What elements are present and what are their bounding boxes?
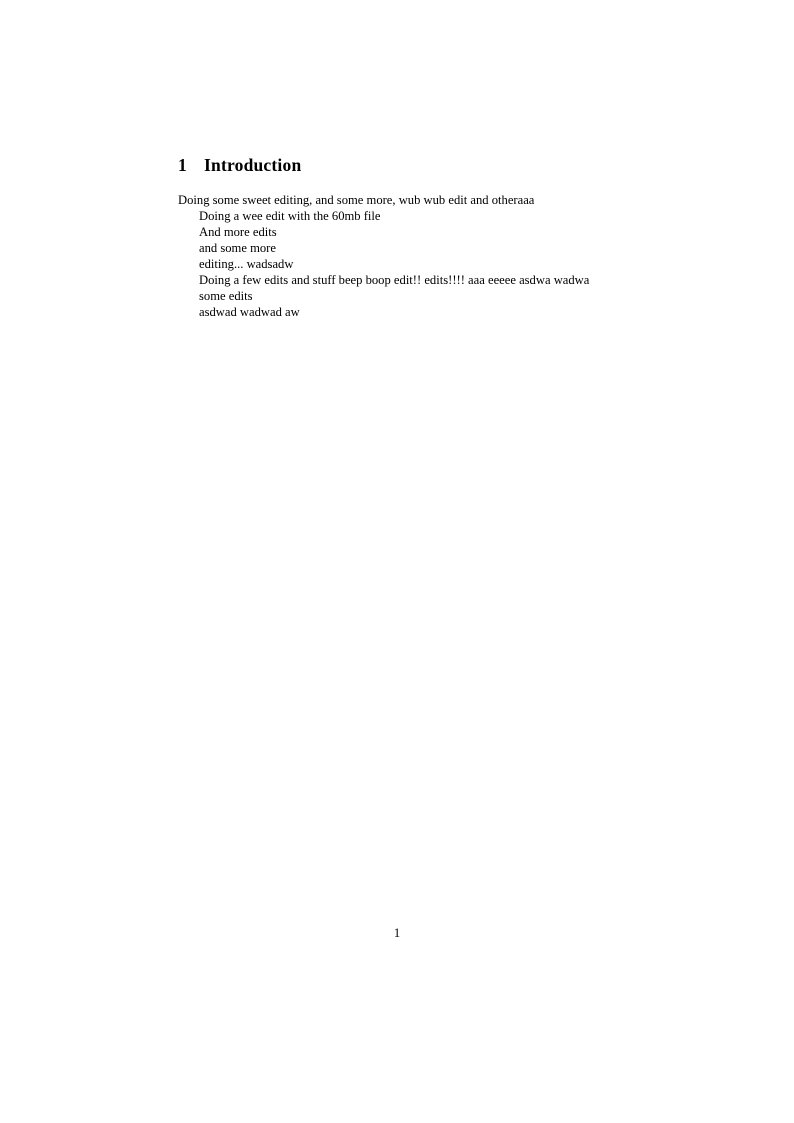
body-line: Doing a few edits and stuff beep boop edit!! edits!!!! aaa eeeee asdwa wadwa (199, 273, 590, 287)
body-line: asdwad wadwad aw (199, 305, 300, 319)
body-line: And more edits (199, 225, 277, 239)
section-number: 1 (178, 155, 187, 175)
section-title: Introduction (204, 155, 302, 175)
body-line: editing... wadsadw (199, 257, 294, 271)
body-line: and some more (199, 241, 276, 255)
document-content (178, 155, 638, 320)
paragraph-intro: Doing some sweet editing, and some more, wub wub edit and otheraaa (178, 193, 535, 207)
section-heading (178, 155, 638, 176)
body-line: some edits (199, 289, 253, 303)
page-number: 1 (393, 926, 401, 940)
body-line: Doing a wee edit with the 60mb file (199, 209, 381, 223)
